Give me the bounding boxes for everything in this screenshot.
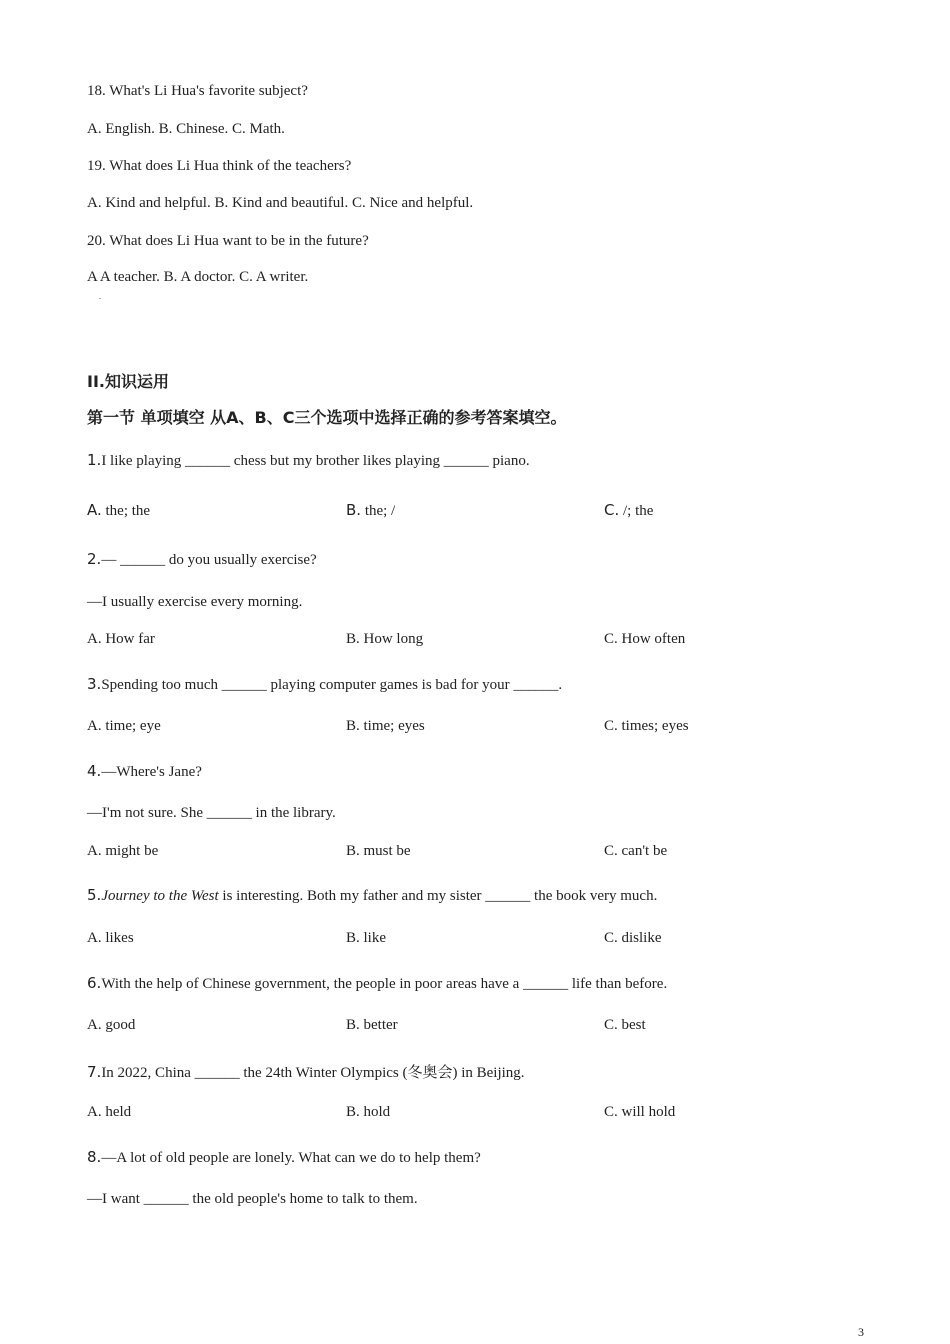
option-a: A. good (87, 1017, 136, 1033)
option-c: C. times; eyes (604, 718, 689, 734)
option-text: the; the (101, 503, 151, 519)
options-19: A. Kind and helpful. B. Kind and beautiful. C. Nice and helpful. (87, 195, 474, 211)
option-a: A. How far (87, 631, 155, 647)
option-a (87, 501, 150, 520)
option-letter: A. (87, 501, 102, 519)
option-text: the; / (361, 503, 396, 519)
option-b: B. like (346, 930, 386, 946)
question-text: In 2022, China ______ the 24th Winter Olympics (冬奥会) in Beijing. (101, 1065, 525, 1081)
option-b (346, 501, 395, 520)
option-text: /; the (619, 503, 654, 519)
option-b: B. How long (346, 631, 424, 647)
question-number: 4. (87, 762, 102, 780)
question-1 (87, 451, 530, 470)
options-18: A. English. B. Chinese. C. Math. (87, 121, 285, 137)
option-a: A. time; eye (87, 718, 161, 734)
option-letter: C. (604, 501, 620, 519)
question-number: 8. (87, 1148, 102, 1166)
question-2-response: —I usually exercise every morning. (87, 594, 303, 610)
question-6 (87, 974, 667, 993)
question-text: With the help of Chinese government, the people in poor areas have a ______ life than before. (101, 976, 668, 992)
question-19: 19. What does Li Hua think of the teachers? (87, 158, 352, 174)
question-8 (87, 1148, 481, 1167)
question-text: I like playing ______ chess but my brother likes playing ______ piano. (101, 453, 530, 469)
page-number: 3 (858, 1325, 864, 1339)
question-8-response: —I want ______ the old people's home to talk to them. (87, 1191, 418, 1207)
option-c: C. will hold (604, 1104, 676, 1120)
option-letter: B. (346, 501, 362, 519)
subsection-title: 第一节 单项填空 从A、B、C三个选项中选择正确的参考答案填空。 (87, 408, 567, 427)
option-b: B. time; eyes (346, 718, 425, 734)
question-7 (87, 1061, 525, 1082)
question-number: 6. (87, 974, 102, 992)
option-b: B. hold (346, 1104, 391, 1120)
option-c (604, 501, 653, 520)
question-number: 1. (87, 451, 102, 469)
option-b: B. must be (346, 843, 411, 859)
option-c: C. How often (604, 631, 686, 647)
question-3 (87, 675, 562, 694)
question-number: 3. (87, 675, 102, 693)
option-c: C. best (604, 1017, 646, 1033)
option-c: C. can't be (604, 843, 668, 859)
question-18: 18. What's Li Hua's favorite subject? (87, 83, 308, 99)
question-4 (87, 762, 202, 781)
question-number: 7. (87, 1063, 102, 1081)
option-a: A. held (87, 1104, 132, 1120)
question-text: is interesting. Both my father and my sister ______ the book very much. (218, 888, 658, 904)
question-text: — ______ do you usually exercise? (101, 552, 317, 568)
question-text: —A lot of old people are lonely. What can we do to help them? (101, 1150, 481, 1166)
option-c: C. dislike (604, 930, 662, 946)
option-a: A. likes (87, 930, 134, 946)
option-a: A. might be (87, 843, 159, 859)
question-text: Spending too much ______ playing computer games is bad for your ______. (101, 677, 563, 693)
section-title: II.知识运用 (87, 372, 169, 391)
question-20: 20. What does Li Hua want to be in the future? (87, 233, 369, 249)
question-text: —Where's Jane? (101, 764, 202, 780)
question-4-response: —I'm not sure. She ______ in the library. (87, 805, 336, 821)
stray-dot: . (99, 292, 101, 301)
question-5 (87, 886, 657, 905)
book-title: Journey to the West (101, 888, 219, 904)
question-2 (87, 550, 317, 569)
options-20: A A teacher. B. A doctor. C. A writer. (87, 269, 309, 285)
question-number: 5. (87, 886, 102, 904)
question-number: 2. (87, 550, 102, 568)
option-b: B. better (346, 1017, 398, 1033)
